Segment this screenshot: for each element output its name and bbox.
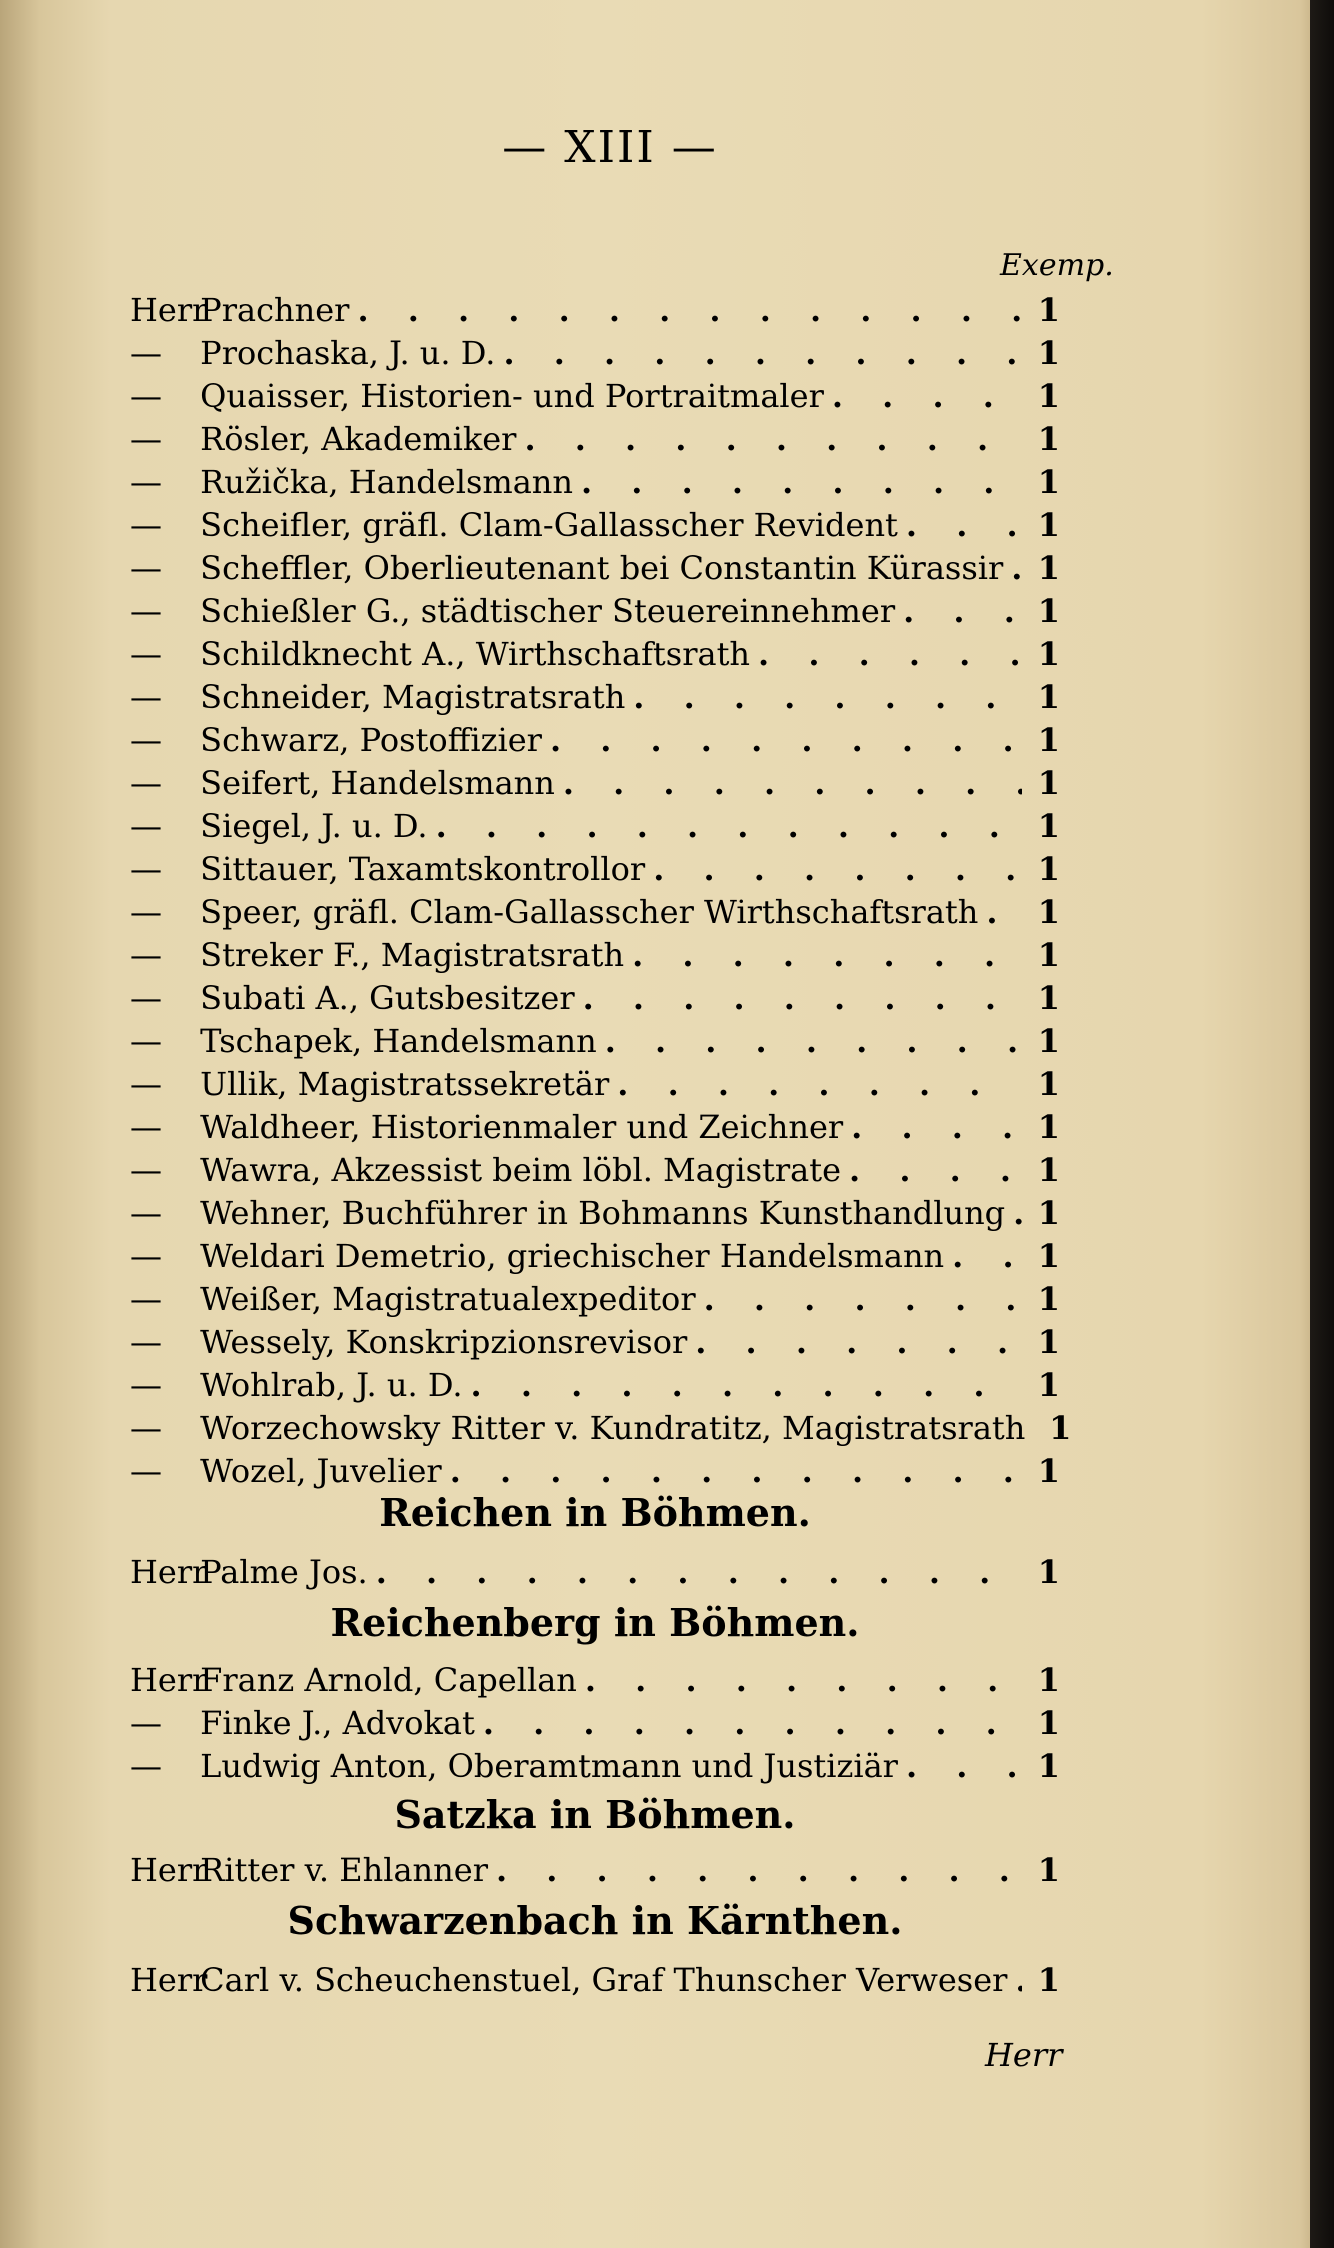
section-heading: Satzka in Böhmen. bbox=[394, 1792, 796, 1837]
list-item: — Wozel, Juvelier . . . 1 bbox=[130, 1451, 1060, 1491]
section-heading: Schwarzenbach in Kärnthen. bbox=[287, 1898, 903, 1943]
list-item: — Weißer, Magistratualexpeditor . . . 1 bbox=[130, 1279, 1060, 1319]
list-item: — Ullik, Magistratssekretär . . . 1 bbox=[130, 1064, 1060, 1104]
list-item: — Rösler, Akademiker . . . 1 bbox=[130, 419, 1060, 459]
catchword: Herr bbox=[985, 2036, 1063, 2074]
section-heading: Reichenberg in Böhmen. bbox=[330, 1600, 860, 1645]
list-item: — Sittauer, Taxamtskontrollor . . . 1 bbox=[130, 849, 1060, 889]
list-item: — Wawra, Akzessist beim löbl. Magistrate . . . 1 bbox=[130, 1150, 1060, 1190]
page-edge-shadow bbox=[1310, 0, 1334, 2248]
list-item: — Schießler G., städtischer Steuereinnehmer . . . 1 bbox=[130, 591, 1060, 631]
section-heading: Reichen in Böhmen. bbox=[379, 1490, 811, 1535]
list-item: Herr Palme Jos. . . . 1 bbox=[130, 1552, 1060, 1592]
list-item: Herr Franz Arnold, Capellan . . . 1 bbox=[130, 1660, 1060, 1700]
list-item: — Quaisser, Historien- und Portraitmaler . . . 1 bbox=[130, 376, 1060, 416]
list-item: — Schildknecht A., Wirthschaftsrath . . . 1 bbox=[130, 634, 1060, 674]
list-item: — Finke J., Advokat . . . 1 bbox=[130, 1703, 1060, 1743]
list-item: — Wessely, Konskripzionsrevisor . . . 1 bbox=[130, 1322, 1060, 1362]
list-item: — Seifert, Handelsmann . . . 1 bbox=[130, 763, 1060, 803]
list-item: — Scheifler, gräfl. Clam-Gallasscher Revident . . . 1 bbox=[130, 505, 1060, 545]
page-number: — XIII — bbox=[502, 122, 718, 173]
list-item: — Ružička, Handelsmann . . . 1 bbox=[130, 462, 1060, 502]
list-item: — Schneider, Magistratsrath . . . 1 bbox=[130, 677, 1060, 717]
list-item: — Streker F., Magistratsrath . . . 1 bbox=[130, 935, 1060, 975]
list-item: — Prochaska, J. u. D. . . . 1 bbox=[130, 333, 1060, 373]
list-item: Herr Ritter v. Ehlanner . . . 1 bbox=[130, 1850, 1060, 1890]
list-item: — Waldheer, Historienmaler und Zeichner . . . 1 bbox=[130, 1107, 1060, 1147]
list-item: Herr Carl v. Scheuchenstuel, Graf Thunscher Verweser . . . 1 bbox=[130, 1960, 1060, 2000]
list-item: — Weldari Demetrio, griechischer Handelsmann . . . 1 bbox=[130, 1236, 1060, 1276]
list-item: — Scheffler, Oberlieutenant bei Constantin Kürassir . . . 1 bbox=[130, 548, 1060, 588]
column-header: Exemp. bbox=[1000, 248, 1114, 283]
list-item: — Subati A., Gutsbesitzer . . . 1 bbox=[130, 978, 1060, 1018]
list-item: — Schwarz, Postoffizier . . . 1 bbox=[130, 720, 1060, 760]
list-item: — Tschapek, Handelsmann . . . 1 bbox=[130, 1021, 1060, 1061]
list-item: — Siegel, J. u. D. . . . 1 bbox=[130, 806, 1060, 846]
list-item: — Ludwig Anton, Oberamtmann und Justiziär . . . 1 bbox=[130, 1746, 1060, 1786]
list-item: — Speer, gräfl. Clam-Gallasscher Wirthschaftsrath . . . 1 bbox=[130, 892, 1060, 932]
list-item: — Wehner, Buchführer in Bohmanns Kunsthandlung . . . 1 bbox=[130, 1193, 1060, 1233]
list-item: — Worzechowsky Ritter v. Kundratitz, Magistratsrath 1 bbox=[130, 1409, 1072, 1447]
list-item: — Wohlrab, J. u. D. . . . 1 bbox=[130, 1365, 1060, 1405]
list-item: Herr Prachner . . . 1 bbox=[130, 290, 1060, 330]
